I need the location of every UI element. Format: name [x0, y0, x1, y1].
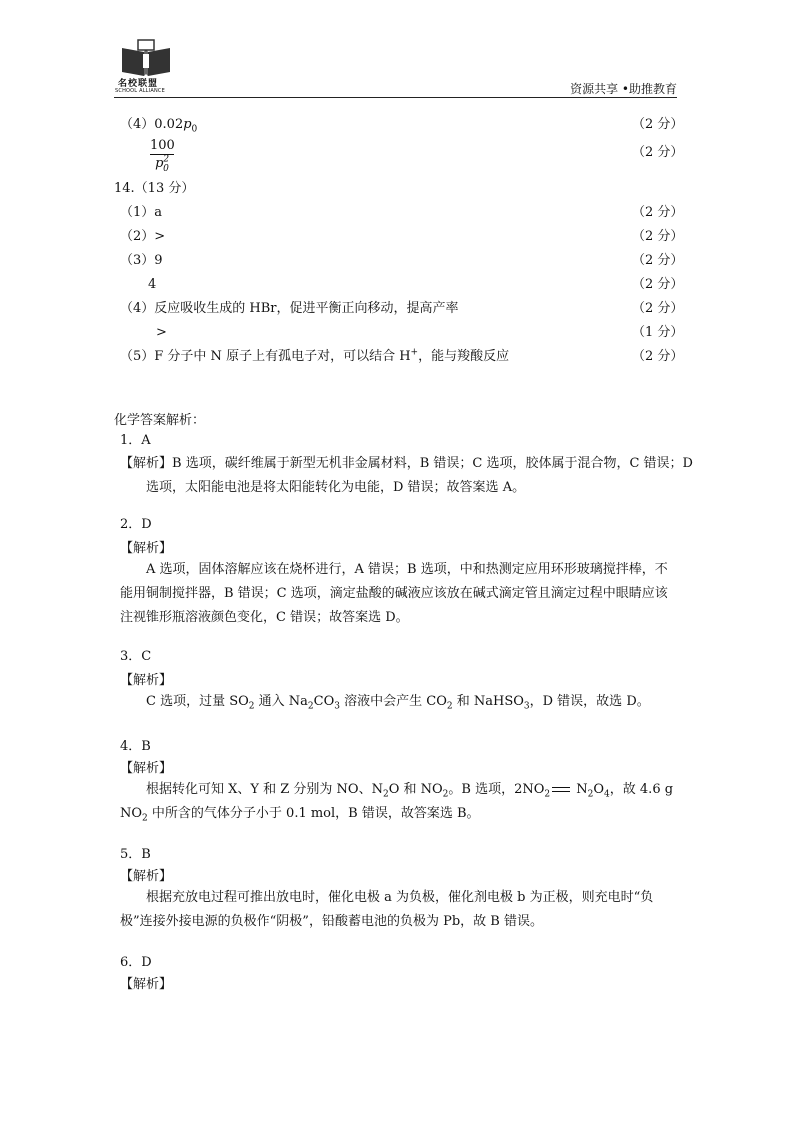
q14-item-1: （1）a: [120, 205, 163, 220]
fraction-den-sup: 2: [163, 154, 170, 165]
q3-sub-a: 2: [248, 701, 255, 712]
q5-jx-label: 【解析】: [120, 869, 173, 884]
q4-t2: O 和 NO: [388, 782, 443, 797]
q2-answer: 2．D: [120, 517, 152, 532]
q14-item-3b: 4: [148, 277, 157, 292]
answer-q4-var: p: [183, 117, 192, 132]
q14-item-4: （4）反应吸收生成的 HBr，促进平衡正向移动，提高产率: [120, 301, 459, 316]
q4-sub-a: 2: [382, 789, 389, 800]
q2-jx-label: 【解析】: [120, 541, 173, 556]
fraction-score: （2 分）: [632, 145, 684, 160]
q14-item-5-score: （2 分）: [632, 349, 684, 364]
fraction-denominator: [150, 155, 174, 173]
q14-item-5: [120, 348, 509, 366]
answer-fraction: [150, 138, 174, 173]
fraction-den-var: p: [155, 156, 164, 171]
q3-jx-label: 【解析】: [120, 673, 173, 688]
fraction-den-sub: 0: [163, 163, 169, 174]
q14-item-4b: >: [156, 325, 167, 340]
answer-q4-score: （2 分）: [632, 117, 684, 132]
logo-name: 名校联盟: [118, 79, 159, 89]
q4-sub-c: 2: [544, 789, 551, 800]
q1-analysis: [120, 452, 702, 500]
q14-item-5-text: （5）F 分子中 N 原子上有孤电子对，可以结合 H: [120, 349, 411, 364]
q4-t3: 。B 选项，2NO: [448, 782, 545, 797]
q1-answer: 1．A: [120, 433, 151, 448]
q4-sub-b: 2: [442, 789, 449, 800]
q14-item-4-score: （2 分）: [632, 301, 684, 316]
q3-t3: CO: [313, 694, 335, 709]
q3-sub-c: 3: [334, 701, 340, 712]
q3-analysis: [120, 690, 676, 714]
q1-jx-label: 【解析】: [120, 456, 173, 471]
header-rule: [114, 97, 677, 98]
q3-t4: 溶液中会产生 CO: [339, 694, 447, 709]
q4-answer: 4．B: [120, 739, 151, 754]
q14-item-4b-score: （1 分）: [632, 325, 684, 340]
q14-item-5-text-after: ，能与羧酸反应: [418, 349, 510, 364]
q14-item-5-sup: +: [410, 347, 419, 358]
q14-item-2: （2）>: [120, 229, 166, 244]
q6-jx-label: 【解析】: [120, 977, 173, 992]
q4-jx-label: 【解析】: [120, 761, 173, 776]
q1-analysis-text: B 选项，碳纤维属于新型无机非金属材料，B 错误；C 选项，胶体属于混合物，C 错误；D 选项，太阳能电池是将太阳能转化为电能，D 错误；故答案选 A。: [146, 456, 693, 495]
q4-t1: 根据转化可知 X、Y 和 Z 分别为 NO、N: [146, 782, 383, 797]
analysis-title: 化学答案解析：: [114, 413, 206, 428]
q3-sub-e: 3: [523, 701, 530, 712]
q3-t1: C 选项，过量 SO: [146, 694, 249, 709]
q3-sub-b: 2: [307, 701, 314, 712]
q4-t4: N: [572, 782, 588, 797]
answer-q4-label: （4）0.02: [120, 117, 184, 132]
fraction-numerator: 100: [150, 138, 175, 153]
q3-t2: 通入 Na: [254, 694, 308, 709]
q3-t5: 和 NaHSO: [452, 694, 524, 709]
q5-answer: 5．B: [120, 847, 151, 862]
q14-item-1-score: （2 分）: [632, 205, 684, 220]
q4-sub-d: 2: [587, 789, 594, 800]
q14-item-3-score: （2 分）: [632, 253, 684, 268]
q3-sub-d: 2: [446, 701, 453, 712]
answer-q4: [120, 116, 197, 134]
q5-analysis-text: 根据充放电过程可推出放电时，催化电极 a 为负极，催化剂电极 b 为正极，则充电时“负极”连接外接电源的负极作“阴极”，铅酸蓄电池的负极为 Pb，故 B 错误。: [120, 890, 654, 929]
q14-item-3: （3）9: [120, 253, 163, 268]
q14-item-2-score: （2 分）: [632, 229, 684, 244]
q4-t7: 中所含的气体分子小于 0.1 mol，B 错误，故答案选 B。: [147, 806, 480, 821]
q4-t6: ，故 4.6 g NO: [120, 782, 674, 821]
logo-subtitle: SCHOOL ALLIANCE: [115, 88, 165, 94]
q14-item-3b-score: （2 分）: [632, 277, 684, 292]
q2-analysis-text: A 选项，固体溶解应该在烧杯进行，A 错误；B 选项，中和热测定应用环形玻璃搅拌棒，不能用铜制搅拌器，B 错误；C 选项，滴定盐酸的碱液应该放在碱式滴定管且滴定过程中眼睛应该注视锥形瓶溶液颜色变化，C 错误；故答案选 D。: [120, 562, 668, 625]
equilibrium-arrow-icon: [550, 786, 572, 794]
q14-title: 14.（13 分）: [114, 181, 195, 196]
q3-t6: ，D 错误，故选 D。: [529, 694, 650, 709]
q3-answer: 3．C: [120, 649, 152, 664]
q4-sub-e: 4: [604, 789, 610, 800]
header-slogan: 资源共享 •助推教育: [570, 82, 677, 96]
q4-t5: O: [593, 782, 605, 797]
answer-q4-sub: 0: [191, 124, 198, 135]
q4-analysis: [120, 778, 676, 826]
page-header: [114, 36, 677, 98]
q6-answer: 6．D: [120, 955, 152, 970]
q4-sub-f: 2: [142, 813, 148, 824]
